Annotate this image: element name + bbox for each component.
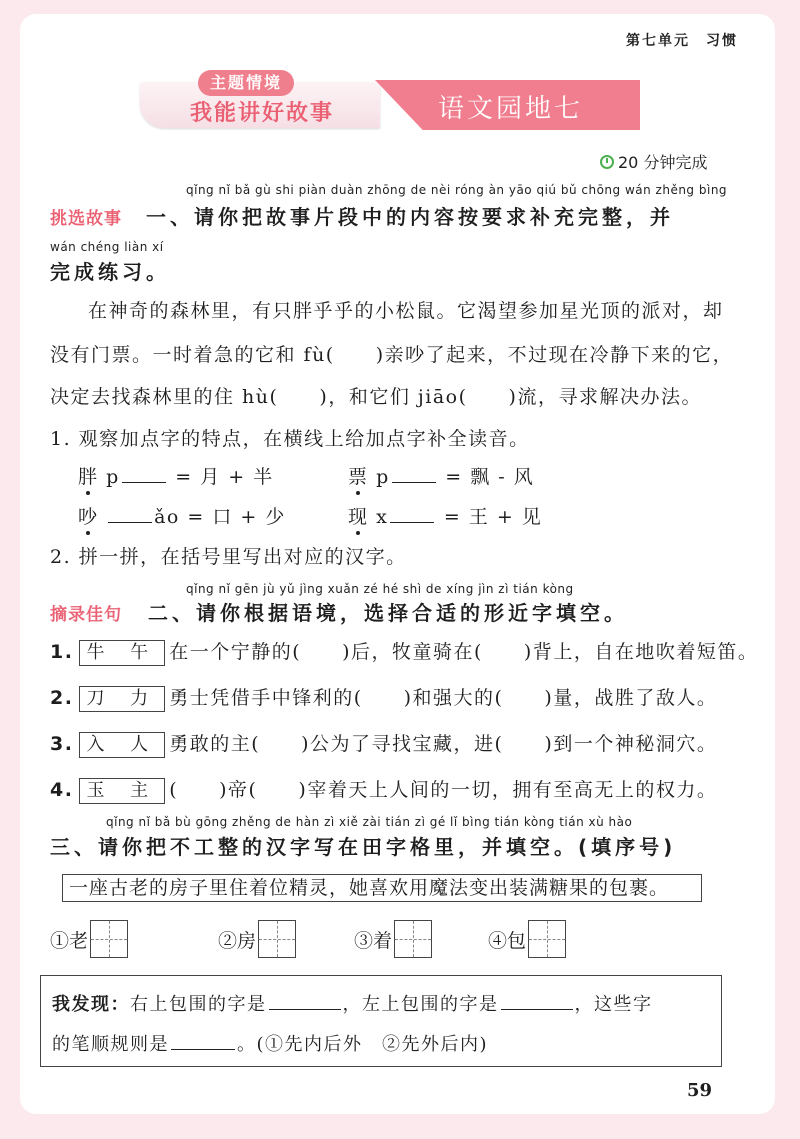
question-heading: 一、请你把故事片段中的内容按要求补充完整，并 [146,205,674,229]
tian-grid-item [488,920,566,958]
formula: = 王 + 见 [443,506,543,528]
discovery-text: 。(①先内后外 ②先外后内) [237,1034,489,1055]
fill-item [50,637,758,666]
answer-blank[interactable] [171,1031,235,1050]
pinyin-line: wán chéng liàn xí [50,240,164,254]
answer-blank[interactable] [269,991,341,1010]
tian-grid-item [218,920,296,958]
pinyin-prefix: p [376,466,390,488]
sub-question: 2. 拼一拼，在括号里写出对应的汉字。 [50,546,407,568]
question-heading-cont: 完成练习。 [50,260,170,284]
discovery-line [52,990,653,1016]
decomp-item [78,502,286,529]
timer-text: 20 分钟完成 [618,153,708,172]
passage-line: 在神奇的森林里，有只胖乎乎的小松鼠。它渴望参加星光顶的派对，却 [88,300,724,322]
fill-item [50,775,717,804]
discovery-text: ，左上包围的字是 [342,994,499,1015]
answer-blank[interactable] [501,991,573,1010]
tian-grid[interactable] [258,920,296,958]
pinyin-line: qǐng nǐ bǎ gù shi piàn duàn zhōng de nèi róng àn yāo qiú bǔ chōng wán zhěng bìng [186,183,728,197]
dotted-char: 现 [348,502,369,529]
tian-grid[interactable] [528,920,566,958]
pinyin-suffix: ǎo [154,506,180,528]
choice-box: 玉 主 [79,778,165,804]
pinyin-prefix: p [106,466,120,488]
answer-blank[interactable] [390,504,434,523]
section-tag: 摘录佳句 [50,605,122,625]
dotted-char: 吵 [78,502,99,529]
pinyin-prefix: x [376,506,389,528]
grid-label: ④包 [488,929,527,952]
choice-box: 入 人 [79,732,165,758]
decomp-item [348,502,542,529]
choice-box: 牛 午 [79,640,165,666]
grid-label: ①老 [50,929,89,952]
formula: = 飘 - 风 [445,466,535,488]
unit-label: 第七单元 习惯 [626,33,738,49]
sentence-box: 一座古老的房子里住着位精灵，她喜欢用魔法变出装满糖果的包裹。 [62,874,702,902]
item-text: 勇士凭借手中锋利的( )和强大的( )量，战胜了敌人。 [169,687,718,709]
dotted-char: 票 [348,462,369,489]
item-number: 2. [50,687,74,709]
formula: = 月 + 半 [175,466,274,488]
answer-blank[interactable] [108,504,152,523]
passage-line: 没有门票。一时着急的它和 fù( )亲吵了起来，不过现在冷静下来的它， [50,344,734,366]
clock-icon [600,155,614,169]
discovery-label: 我发现： [52,994,130,1015]
pinyin-line: qǐng nǐ bǎ bù gōng zhěng de hàn zì xiě zài tián zì gé lǐ bìng tián kòng tián xù hào [106,815,633,829]
item-number: 1. [50,641,74,663]
tian-grid-item [354,920,432,958]
theme-tag: 主题情境 [198,70,294,96]
section-tag: 挑选故事 [50,209,122,229]
section-title: 语文园地七 [438,94,584,124]
grid-label: ③着 [354,929,393,952]
grid-label: ②房 [218,929,257,952]
choice-box: 刀 力 [79,686,165,712]
discovery-line [52,1030,488,1056]
tian-grid[interactable] [394,920,432,958]
item-number: 3. [50,733,74,755]
decomp-item [348,462,534,489]
theme-title: 我能讲好故事 [190,101,335,126]
answer-blank[interactable] [392,464,436,483]
fill-item [50,729,717,758]
tian-grid[interactable] [90,920,128,958]
discovery-text: ，这些字 [574,994,653,1015]
pinyin-line: qǐng nǐ gēn jù yǔ jìng xuǎn zé hé shì de xíng jìn zì tián kòng [186,582,574,596]
timer [600,150,707,173]
discovery-text: 的笔顺规则是 [52,1034,169,1055]
item-text: 在一个宁静的( )后，牧童骑在( )背上，自在地吹着短笛。 [169,641,759,663]
question-heading: 三、请你把不工整的汉字写在田字格里，并填空。(填序号) [50,835,677,859]
item-text: ( )帝( )宰着天上人间的一切，拥有至高无上的权力。 [169,779,718,801]
item-text: 勇敢的主( )公为了寻找宝藏，进( )到一个神秘洞穴。 [169,733,718,755]
sub-question: 1. 观察加点字的特点，在横线上给加点字补全读音。 [50,428,530,450]
formula: = 口 + 少 [187,506,286,528]
discovery-text: 右上包围的字是 [130,994,267,1015]
fill-item [50,683,717,712]
tian-grid-item [50,920,128,958]
question-heading: 二、请你根据语境，选择合适的形近字填空。 [148,601,628,625]
page-number: 59 [686,1080,712,1101]
item-number: 4. [50,779,74,801]
dotted-char: 胖 [78,462,99,489]
decomp-item [78,462,274,489]
answer-blank[interactable] [122,464,166,483]
passage-line: 决定去找森林里的住 hù( )，和它们 jiāo( )流，寻求解决办法。 [50,386,702,408]
